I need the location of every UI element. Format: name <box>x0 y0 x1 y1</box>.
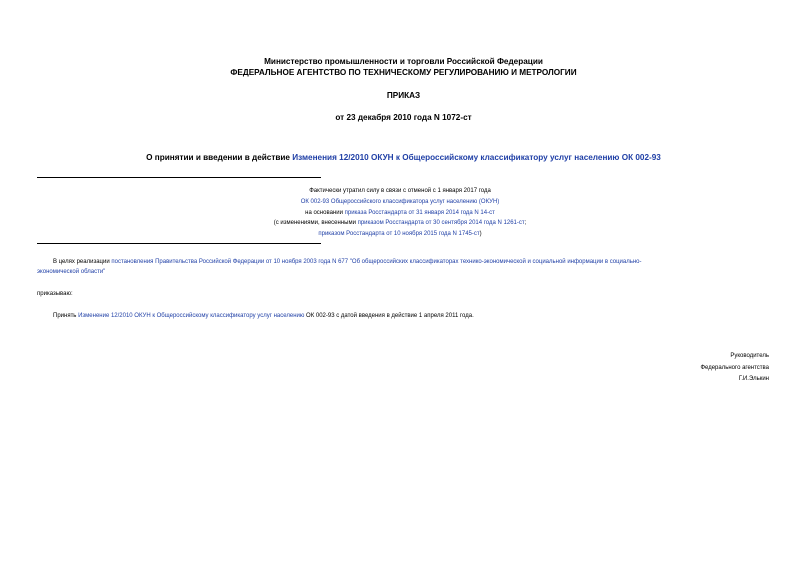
body-paragraph-2 <box>53 311 474 322</box>
status-note-text: Фактически утратил силу в связи с отменой с 1 января 2017 года <box>309 188 491 194</box>
document-date-number: от 23 декабря 2010 года N 1072-ст <box>335 113 472 122</box>
status-note-line <box>150 218 650 229</box>
order-14-link[interactable]: приказа Росстандарта от 31 января 2014 года N 14-ст <box>344 209 495 216</box>
classifier-link[interactable]: ОК 002-93 Общероссийского классификатора услуг населению (ОКУН) <box>300 198 500 205</box>
order-word: приказываю: <box>37 291 73 297</box>
government-decree-link[interactable]: постановления Правительства Российской Федерации от 10 ноября 2003 года N 677 "Об общероссийских классификаторах технико-экономической и социальной информации в социально- <box>111 259 642 265</box>
signature-org: Федерального агентства <box>700 364 769 371</box>
body-paragraph-1-line-2 <box>37 267 105 278</box>
paragraph-text: ОК 002-93 с датой введения в действие 1 апреля 2011 года. <box>304 313 474 319</box>
status-note-text: ) <box>479 231 482 238</box>
paragraph-text: Принять <box>53 313 79 319</box>
body-paragraph-1-line-1 <box>53 257 642 268</box>
status-note-line <box>150 229 650 240</box>
ministry-name: Министерство промышленности и торговли Российской Федерации <box>264 57 543 66</box>
status-note-line <box>150 197 650 208</box>
status-note-line <box>150 186 650 197</box>
status-note-text: ; <box>524 220 527 227</box>
signature-name: Г.И.Элькин <box>738 376 769 383</box>
top-divider <box>37 177 321 178</box>
amendment-link[interactable]: Изменение 12/2010 ОКУН к Общероссийскому классификатору услуг населению <box>78 313 305 319</box>
title-link[interactable]: Изменения 12/2010 ОКУН к Общероссийскому классификатору услуг населению ОК 002-93 <box>292 153 661 162</box>
paragraph-text: В целях реализации <box>53 259 112 265</box>
bottom-divider <box>37 243 321 244</box>
agency-name: ФЕДЕРАЛЬНОЕ АГЕНТСТВО ПО ТЕХНИЧЕСКОМУ РЕГУЛИРОВАНИЮ И МЕТРОЛОГИИ <box>230 68 577 77</box>
signature-block <box>700 351 769 386</box>
status-note-line <box>150 208 650 219</box>
document-type: ПРИКАЗ <box>386 91 421 100</box>
government-decree-link-continued[interactable]: экономической области" <box>37 269 106 275</box>
status-note <box>150 186 650 240</box>
status-note-text: (с изменениями, внесенными <box>273 220 358 227</box>
signature-position: Руководитель <box>730 353 769 359</box>
document-title <box>0 153 807 163</box>
title-prefix: О принятии и введении в действие <box>146 153 293 162</box>
order-1745-link[interactable]: приказом Росстандарта от 10 ноября 2015 года N 1745-ст <box>318 231 480 238</box>
order-1261-link[interactable]: приказом Росстандарта от 30 сентября 2014 года N 1261-ст <box>357 220 525 227</box>
status-note-text: на основании <box>305 209 345 216</box>
